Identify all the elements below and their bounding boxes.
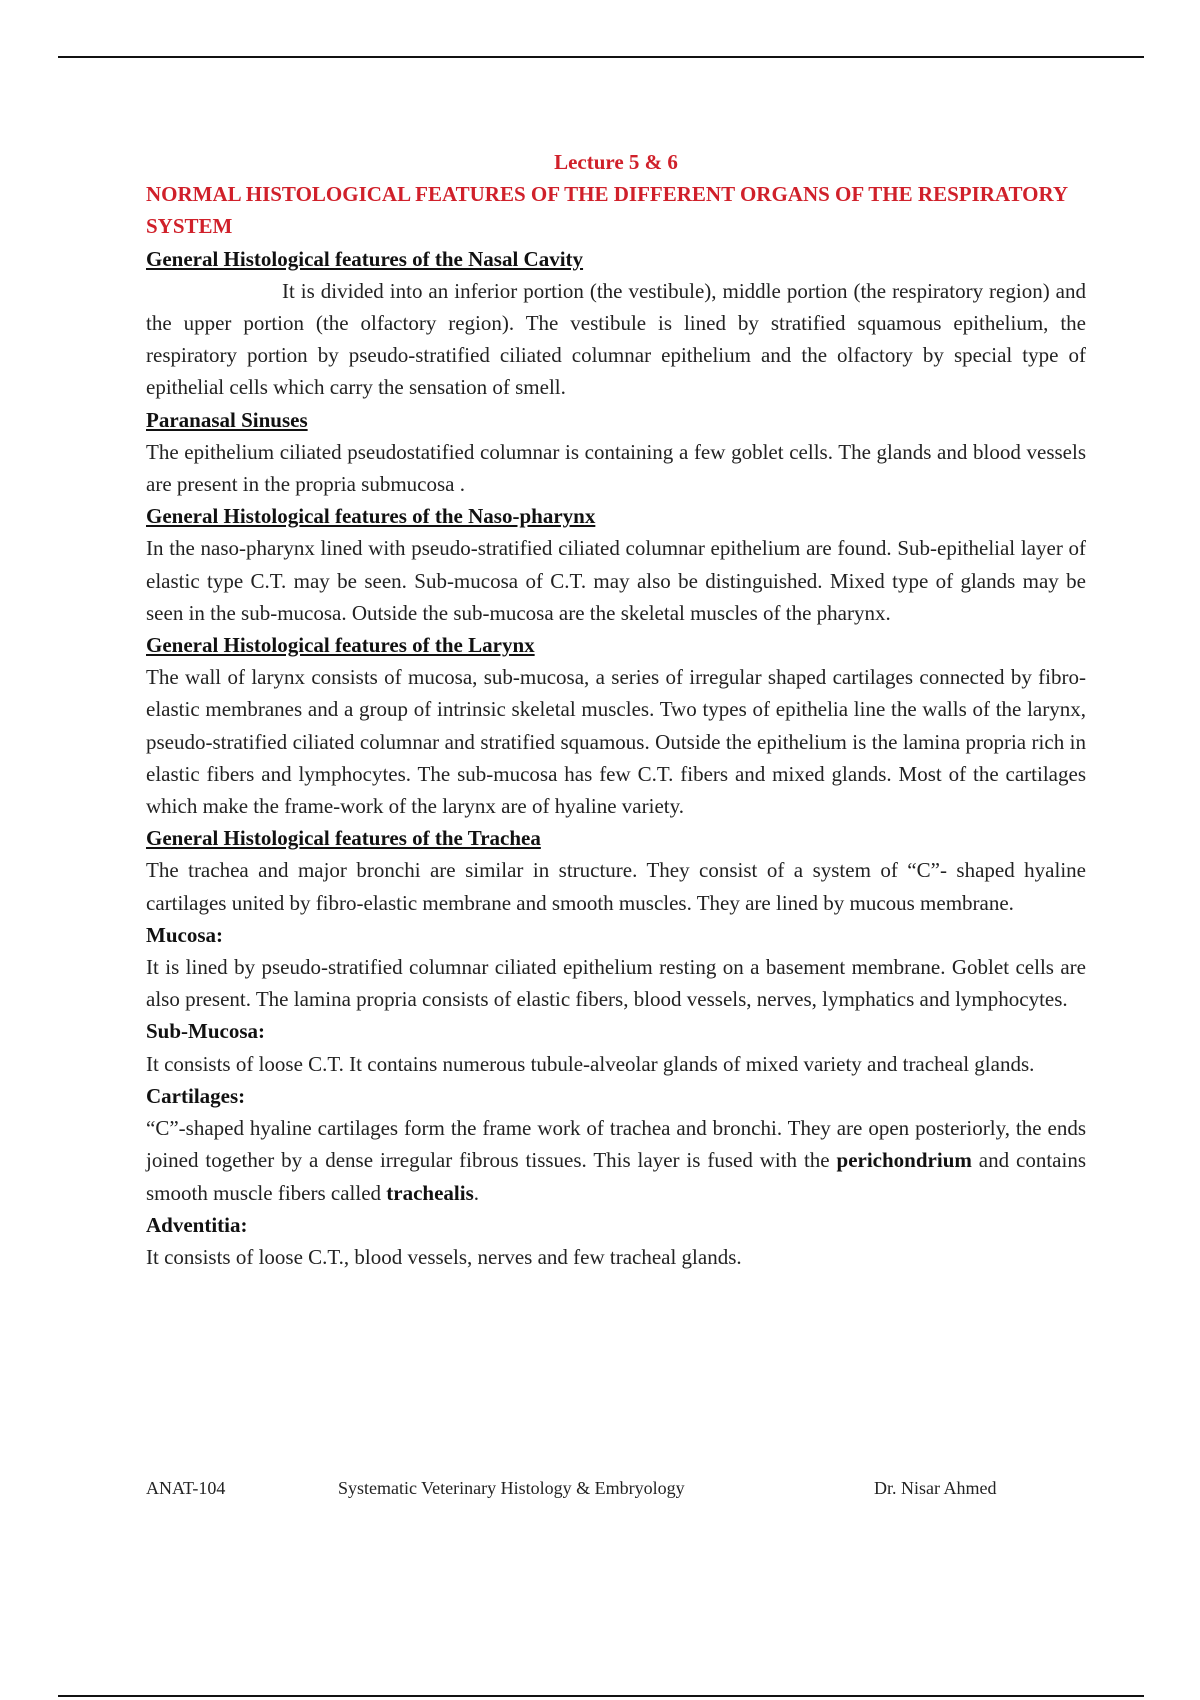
footer-course-name: Systematic Veterinary Histology & Embryology [338,1478,685,1498]
heading-naso-pharynx: General Histological features of the Naso-pharynx [146,504,596,529]
heading-mucosa: Mucosa: [146,922,223,947]
document-title: NORMAL HISTOLOGICAL FEATURES OF THE DIFFERENT ORGANS OF THE RESPIRATORY SYSTEM [146,182,1068,239]
heading-adventitia: Adventitia: [146,1212,248,1237]
heading-nasal-cavity: General Histological features of the Nasal Cavity [146,246,584,271]
footer-course-code: ANAT-104 [146,1478,226,1498]
paragraph-cartilages [146,1112,1086,1209]
top-rule [58,56,1144,58]
paragraph-adventitia: It consists of loose C.T., blood vessels, nerves and few tracheal glands. [146,1244,742,1269]
bottom-rule [58,1695,1144,1697]
paragraph-paranasal-sinuses: The epithelium ciliated pseudostatified columnar is containing a few goblet cells. The glands and blood vessels are present in the propria submucosa . [146,439,1086,497]
paragraph-naso-pharynx: In the naso-pharynx lined with pseudo-stratified ciliated columnar epithelium are found. Sub-epithelial layer of elastic type C.T. may be seen. Sub-mucosa of C.T. may also be distinguished. Mixed type of glands may be seen in the sub-mucosa. Outside the sub-mucosa are the skeletal muscles of the pharynx. [146,536,1086,625]
term-trachealis: trachealis [386,1180,474,1205]
cartilages-text-part-1: “C”-shaped hyaline cartilages form the frame work of trachea and bronchi. They are open posteriorly, the ends joined together by a dense irregular fibrous tissues. This layer is fused with the [146,1116,1086,1173]
term-perichondrium: perichondrium [836,1148,972,1173]
cartilages-text-part-3: . [473,1180,480,1205]
page-content [146,146,1086,1273]
cartilages-text-part-2: and contains smooth muscle fibers called [146,1148,1086,1205]
footer-author: Dr. Nisar Ahmed [874,1478,997,1498]
paragraph-larynx: The wall of larynx consists of mucosa, sub-mucosa, a series of irregular shaped cartilages connected by fibro-elastic membranes and a group of intrinsic skeletal muscles. Two types of epithelia line the walls of the larynx, pseudo-stratified ciliated columnar and stratified squamous. Outside the epithelium is the lamina propria rich in elastic fibers and lymphocytes. The sub-mucosa has few C.T. fibers and mixed glands. Most of the cartilages which make the frame-work of the larynx are of hyaline variety. [146,665,1086,819]
heading-trachea: General Histological features of the Trachea [146,826,541,851]
paragraph-sub-mucosa: It consists of loose C.T. It contains numerous tubule-alveolar glands of mixed variety and tracheal glands. [146,1051,1035,1076]
lecture-number: Lecture 5 & 6 [554,150,678,174]
heading-paranasal-sinuses: Paranasal Sinuses [146,407,308,432]
paragraph-nasal-cavity: It is divided into an inferior portion (the vestibule), middle portion (the respiratory region) and the upper portion (the olfactory region). The vestibule is lined by stratified squamous epithelium, the respiratory portion by pseudo-stratified ciliated columnar epithelium and the olfactory by special type of epithelial cells which carry the sensation of smell. [146,278,1086,400]
heading-larynx: General Histological features of the Larynx [146,633,535,658]
page-footer [146,1476,1046,1500]
heading-cartilages: Cartilages: [146,1083,246,1108]
heading-sub-mucosa: Sub-Mucosa: [146,1019,266,1044]
paragraph-mucosa: It is lined by pseudo-stratified columnar ciliated epithelium resting on a basement membrane. Goblet cells are also present. The lamina propria consists of elastic fibers, blood vessels, nerves, lymphatics and lymphocytes. [146,955,1086,1012]
paragraph-trachea: The trachea and major bronchi are similar in structure. They consist of a system of “C”- shaped hyaline cartilages united by fibro-elastic membrane and smooth muscles. They are lined by mucous membrane. [146,858,1086,915]
